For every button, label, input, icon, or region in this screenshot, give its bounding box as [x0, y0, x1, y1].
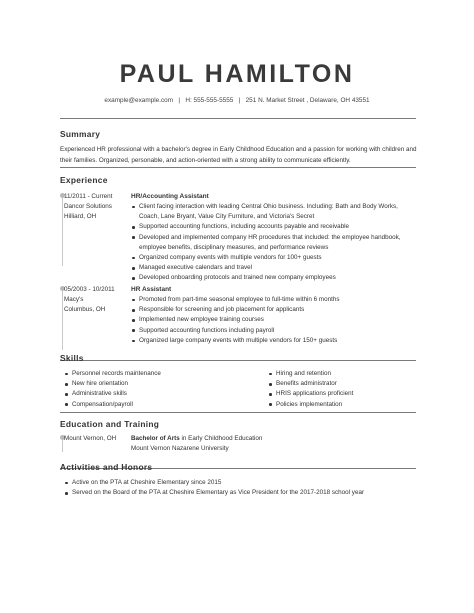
education-heading: Education and Training	[60, 419, 160, 429]
activities-list	[64, 478, 424, 498]
list-item	[131, 212, 421, 222]
list-item: Administrative skills	[64, 389, 214, 399]
list-item: Compensation/payroll	[64, 400, 214, 410]
list-item: Developed and implemented company HR procedures that included: the employee handbook,	[131, 233, 421, 243]
job-meta	[64, 192, 128, 222]
bullet-continuation: Coach, Lane Bryant, Value City Furniture, and Victoria's Secret	[139, 213, 315, 221]
job-dates: 11/2011 - Current	[64, 193, 113, 200]
summary-heading: Summary	[60, 129, 101, 139]
list-item: Developed onboarding protocols and trained new company employees	[131, 273, 421, 283]
job-title: HR Assistant	[131, 286, 172, 293]
skills-left-list	[64, 369, 214, 410]
list-item: Served on the Board of the PTA at Cheshire Elementary as Vice President for the 2017-2018 school year	[64, 488, 424, 498]
activities-heading: Activities and Honors	[60, 462, 153, 472]
list-item: New hire orientation	[64, 379, 214, 389]
timeline-line	[62, 438, 63, 452]
job-location: Hilliard, OH	[64, 213, 97, 220]
list-item: Supported accounting functions including payroll	[131, 326, 421, 336]
section-divider	[60, 412, 416, 413]
job-title: HR/Accounting Assistant	[131, 193, 209, 200]
list-item: Personnel records maintenance	[64, 369, 214, 379]
list-item: Benefits administrator	[268, 379, 418, 389]
education-degree-line	[131, 435, 262, 442]
list-item: Active on the PTA at Cheshire Elementary since 2015	[64, 478, 424, 488]
contact-line: example@example.com | H: 555-555-5555 | 251 N. Market Street , Delaware, OH 43551	[104, 97, 370, 104]
list-item: Supported accounting functions, including accounts payable and receivable	[131, 222, 421, 232]
education-field: in Early Childhood Education	[179, 435, 263, 442]
section-divider	[60, 360, 416, 361]
bullet-continuation: employee benefits, disciplinary measures, and performance reviews	[139, 243, 329, 251]
list-item: Organized large company events with multiple vendors for 150+ guests	[131, 336, 421, 346]
timeline-line	[62, 290, 63, 350]
list-item: Organized company events with multiple vendors for 100+ guests	[131, 253, 421, 263]
list-item: Responsible for screening and job placement for applicants	[131, 305, 421, 315]
experience-heading: Experience	[60, 175, 108, 185]
candidate-name: PAUL HAMILTON	[119, 60, 355, 88]
list-item: Client facing interaction with leading Central Ohio business. Including: Bath and Body Works,	[131, 202, 421, 212]
section-divider	[60, 167, 416, 168]
skills-heading: Skills	[60, 353, 84, 363]
education-location: Mount Vernon, OH	[64, 435, 117, 442]
list-item: Managed executive calendars and travel	[131, 263, 421, 273]
list-item: Policies implementation	[268, 400, 418, 410]
job-company: Macy's	[64, 296, 84, 303]
list-item	[131, 243, 421, 253]
job-bullets	[131, 295, 421, 346]
list-item: HRIS applications proficient	[268, 389, 418, 399]
job-company: Dancor Solutions	[64, 203, 112, 210]
job-location: Columbus, OH	[64, 306, 106, 313]
timeline-line	[62, 196, 63, 266]
list-item: Hiring and retention	[268, 369, 418, 379]
list-item: Implemented new employee training courses	[131, 315, 421, 325]
section-divider	[60, 118, 416, 119]
skills-right-list	[268, 369, 418, 410]
job-dates: 05/2003 - 10/2011	[64, 286, 115, 293]
summary-text: Experienced HR professional with a bachelor's degree in Early Childhood Education and a passion for working with children and their families. Organized, personable, and action-oriented with a strong ability to communicate efficiently.	[60, 146, 417, 164]
job-bullets	[131, 202, 421, 284]
list-item: Promoted from part-time seasonal employee to full-time within 6 months	[131, 295, 421, 305]
job-meta	[64, 285, 128, 315]
education-school: Mount Vernon Nazarene University	[131, 445, 229, 452]
education-degree: Bachelor of Arts	[131, 435, 180, 442]
